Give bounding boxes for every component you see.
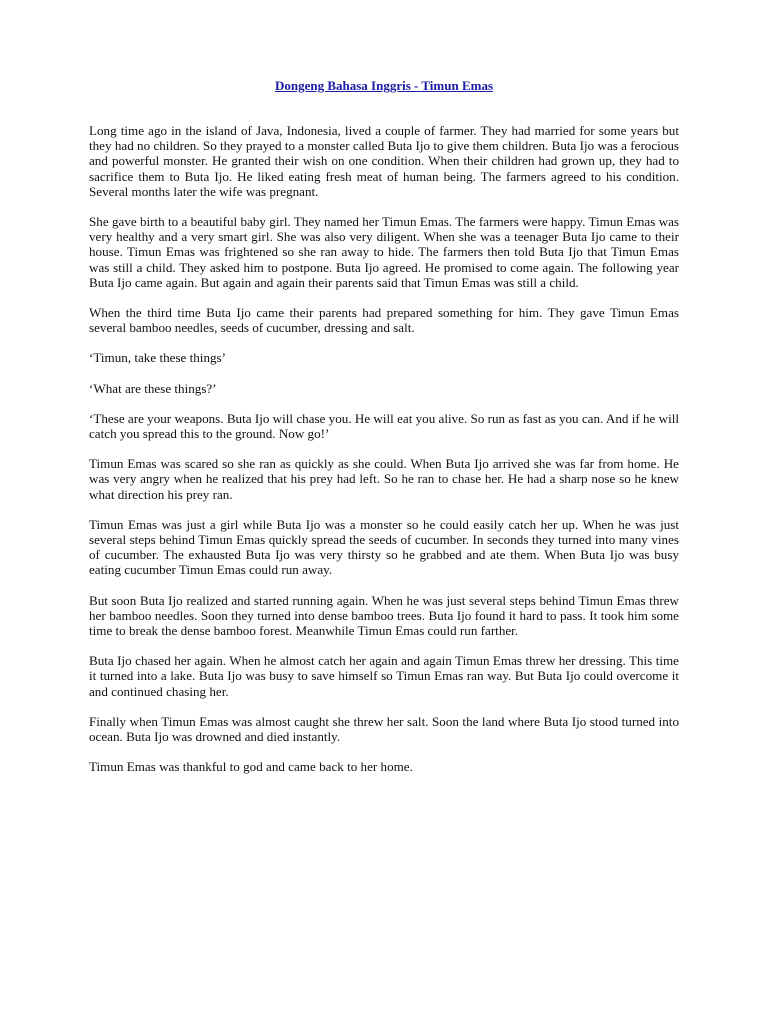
document-page [89, 78, 679, 790]
paragraph-4: ‘Timun, take these things’ [89, 350, 226, 366]
paragraph-6: ‘These are your weapons. Buta Ijo will chase you. He will eat you alive. So run as fast as you can. And if he will catch you spread this to the ground. Now go!’ [89, 410, 679, 442]
paragraph-11: Finally when Timun Emas was almost caught she threw her salt. Soon the land where Buta Ijo stood turned into ocean. Buta Ijo was drowned and died instantly. [89, 713, 679, 745]
document-title [89, 78, 679, 94]
paragraph-7: Timun Emas was scared so she ran as quickly as she could. When Buta Ijo arrived she was far from home. He was very angry when he realized that his prey had left. So he ran to chase her. He had a sharp nose so he knew what direction his prey ran. [89, 456, 679, 502]
paragraph-12: Timun Emas was thankful to god and came back to her home. [89, 759, 413, 775]
title-link[interactable]: Dongeng Bahasa Inggris - Timun Emas [274, 78, 494, 93]
paragraph-3: When the third time Buta Ijo came their parents had prepared something for him. They gave Timun Emas several bamboo needles, seeds of cucumber, dressing and salt. [89, 305, 679, 336]
paragraph-10: Buta Ijo chased her again. When he almost catch her again and again Timun Emas threw her dressing. This time it turned into a lake. Buta Ijo was busy to save himself so Timun Emas ran way. But Buta Ijo could overcome it and continued chasing her. [89, 653, 679, 699]
paragraph-1: Long time ago in the island of Java, Indonesia, lived a couple of farmer. They had married for some years but they had no children. So they prayed to a monster called Buta Ijo to give them children. Buta Ijo was a ferocious and powerful monster. He granted their wish on one condition. When their children had grown up, they had to sacrifice them to Buta Ijo. He liked eating fresh meat of human being. The farmers agreed to his condition. Several months later the wife was pregnant. [89, 123, 679, 199]
paragraph-5: ‘What are these things?’ [89, 380, 217, 396]
paragraph-9: But soon Buta Ijo realized and started running again. When he was just several steps behind Timun Emas threw her bamboo needles. Soon they turned into dense bamboo trees. Buta Ijo found it hard to pass. It took him some time to break the dense bamboo forest. Meanwhile Timun Emas could run farther. [89, 592, 679, 639]
paragraph-2: She gave birth to a beautiful baby girl. They named her Timun Emas. The farmers were happy. Timun Emas was very healthy and a very smart girl. She was also very diligent. When she was a teenager Buta Ijo came to their house. Timun Emas was frightened so she ran away to hide. The farmers then told Buta Ijo that Timun Emas was still a child. They asked him to postpone. Buta Ijo agreed. He promised to come again. The following year Buta Ijo came again. But again and again their parents said that Timun Emas was still a child. [89, 214, 679, 290]
paragraph-8: Timun Emas was just a girl while Buta Ijo was a monster so he could easily catch her up. When he was just several steps behind Timun Emas quickly spread the seeds of cucumber. In seconds they turned into many vines of cucumber. The exhausted Buta Ijo was very thirsty so he grabbed and ate them. When Buta Ijo was busy eating cucumber Timun Emas could run away. [89, 516, 679, 578]
